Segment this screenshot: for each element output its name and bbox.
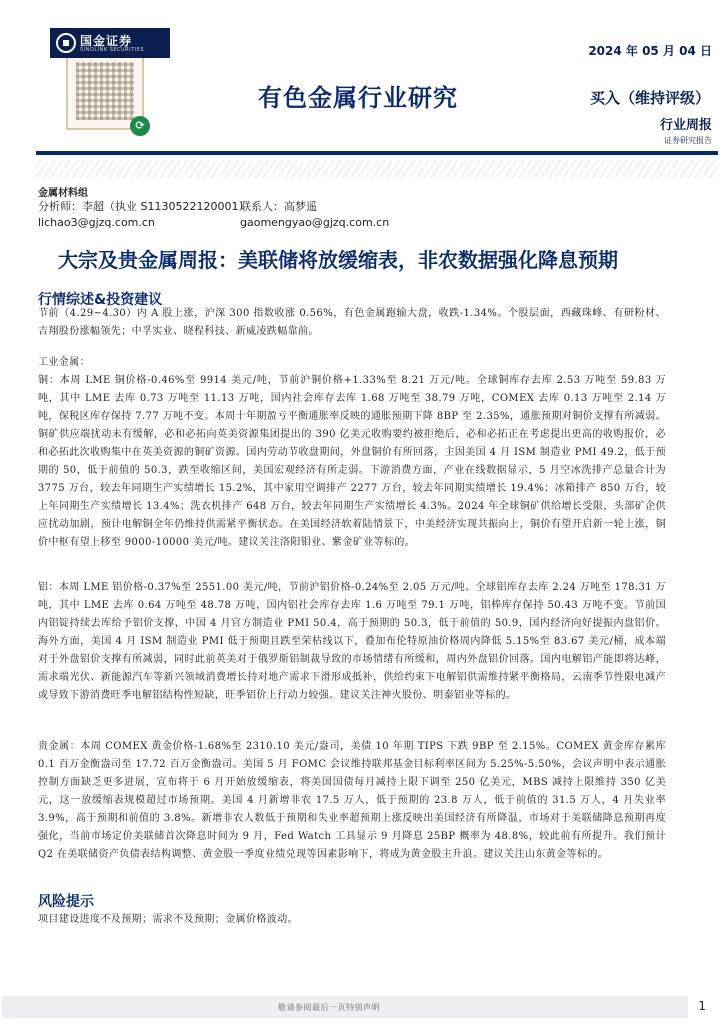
- report-subtype: 证券研究报告: [664, 136, 712, 145]
- footer-disclaimer: 敬请参阅最后一页特别声明: [278, 1003, 380, 1012]
- paragraph-risk: 项目建设进度不及预期；需求不及预期；金属价格波动。: [38, 914, 298, 925]
- sector-group: 金属材料组: [38, 188, 88, 199]
- wechat-badge-icon: ⟳: [130, 116, 150, 136]
- paragraph-precious-metals: 贵金属：本周 COMEX 黄金价格-1.68%至 2310.10 美元/盎司，美债 10 年期 TIPS 下跌 9BP 至 2.15%。COMEX 黄金库存累库 0.1 百万金衡盎司至 17.72 百万金衡盎司。美国 5 月 FOMC 会议维持联邦基金目标利率区间为 5.25%-5.50%，会议声明中表示通胀控制方面缺乏更多进展，宣布将于 6 月开始放缓缩表，将美国国债每月减持上限下调至 250 亿美元，MBS 减持上限维持 350 亿美元，这一放缓缩表规模超过市场预期。美国 4 月新增非农 17.5 万人，低于预期的 23.8 万人，低于前值的 31.5 万人，4 月失业率 3.9%，高于预期和前值的 3.8%。新增非农人数低于预期和失业率超预期上涨反映出美国经济有所降温，市场对于美联储降息预期再度强化，当前市场定价美联储首次降息时间为 9 月，Fed Watch 工具显示 9 月降息 25BP 概率为 48.8%，较此前有所提升。我们预计 Q2 在美联储资产负债表结构调整、黄金股一季度业绩兑现等因素影响下，将成为黄金股主升浪。建议关注山东黄金等标的。: [38, 741, 666, 860]
- report-headline: 大宗及贵金属周报：美联储将放缓缩表，非农数据强化降息预期: [58, 248, 618, 272]
- report-title: 有色金属行业研究: [258, 84, 458, 112]
- subheading-industrial-metals: 工业金属：: [38, 357, 90, 368]
- report-type: 行业周报: [659, 118, 712, 133]
- contact-name: 联系人：高梦遥: [240, 200, 317, 213]
- report-date: 2024 年 05 月 04 日: [588, 44, 712, 58]
- paragraph-copper: 铜：本周 LME 铜价格-0.46%至 9914 美元/吨，节前沪铜价格+1.33%至 8.21 万元/吨。全球铜库存去库 2.53 万吨至 59.83 万吨，其中 LME 去库 0.73 万吨至 11.13 万吨，国内社会库存去库 1.68 万吨至 38.79 万吨，COMEX 去库 0.13 万吨至 2.14 万吨，保税区库存保持 7.77 万吨不变。本周十年期盈亏平衡通胀率反映的通胀预期下降 8BP 至 2.35%，通胀预期对铜价支撑有所减弱。铜矿供应端扰动未有缓解，必和必拓向英美资源集团提出的 390 亿美元收购要约被拒绝后，必和必拓正在考虑提出更高的收购报价，必和必拓此次收购集中在英美资源的铜矿资源。国内劳动节收盘期间，外盘铜价有所回落，主因美国 4 月 ISM 制造业 PMI 49.2，低于预期的 50，低于前值的 50.3，跌至收缩区间，美国宏观经济有所走弱。下游消费方面，产业在线数据显示，5 月空冰洗排产总量合计为 3775 万台，较去年同期生产实绩增长 15.2%，其中家用空调排产 2277 万台，较去年同期实绩增长 19.4%；冰箱排产 850 万台，较上年同期生产实绩增长 13.4%；洗衣机排产 648 万台，较去年同期生产实绩增长 4.3%。2024 年全球铜矿供给增长受限，头部矿企供应扰动加剧，预计电解铜全年仍维持供需紧平衡状态。在美国经济软着陆情景下，中美经济实现共振向上，铜价有望开启新一轮上涨，铜价中枢有望上移至 9000-10000 美元/吨。建议关注洛阳钼业、紫金矿业等标的。: [38, 375, 666, 548]
- logo-mark-icon: [56, 33, 76, 53]
- page-number: 1: [698, 999, 706, 1013]
- rating: 买入（维持评级）: [589, 89, 710, 107]
- paragraph-aluminum: 铝：本周 LME 铝价格-0.37%至 2551.00 美元/吨，节前沪铝价格-0.24%至 2.05 万元/吨。全球铝库存去库 2.24 万吨至 178.31 万吨，其中 LME 去库 0.64 万吨至 48.78 万吨，国内铝社会库存去库 1.6 万吨至 79.1 万吨，铝棒库存保持 50.43 万吨不变。节前国内铝锭持续去库给予铝价支撑，中国 4 月官方制造业 PMI 50.4，高于预期的 50.3，低于前值的 50.9，国内经济向好提振内盘铝价。海外方面，美国 4 月 ISM 制造业 PMI 低于预期且跌至荣枯线以下，叠加布伦特原油价格周内降低 5.15%至 83.67 美元/桶，成本端对于外盘铝价支撑有所减弱，同时此前英美对于俄罗斯铝制裁导致的市场情绪有所缓和，周内外盘铝价回落。国内电解铝产能即将达峰，需求端光伏、新能源汽车等新兴领域消费增长持对地产需求下滑形成抵补，供给约束下电解铝供需维持紧平衡格局，云南季节性限电减产或导致下游消费旺季电解铝结构性短缺，旺季铝价上行动力较强。建议关注神火股份、明泰铝业等标的。: [38, 582, 666, 701]
- decorative-stripes: [36, 160, 718, 178]
- analyst-name: 分析师：李超（执业 S1130522120001）: [38, 200, 250, 213]
- contact-email[interactable]: gaomengyao@gjzq.com.cn: [240, 216, 390, 229]
- qr-pattern: [76, 62, 134, 120]
- section-title-market: 行情综述&投资建议: [38, 292, 163, 308]
- qr-code: [66, 52, 144, 130]
- header-divider: [36, 151, 718, 155]
- section-title-risk: 风险提示: [38, 894, 94, 910]
- logo-english-name: SINOLINK SECURITIES: [80, 47, 144, 53]
- paragraph-intro: 节前（4.29~4.30）内 A 股上涨，沪深 300 指数收涨 0.56%，有色金属跑输大盘，收跌-1.34%。个股层面，西藏珠峰、有研粉材、吉翔股份涨幅领先；中孚实业、晓程科技、新威凌跌幅靠前。: [38, 308, 666, 337]
- logo-chinese-name: 国金证券: [80, 34, 133, 48]
- analyst-email[interactable]: lichao3@gjzq.com.cn: [38, 216, 155, 229]
